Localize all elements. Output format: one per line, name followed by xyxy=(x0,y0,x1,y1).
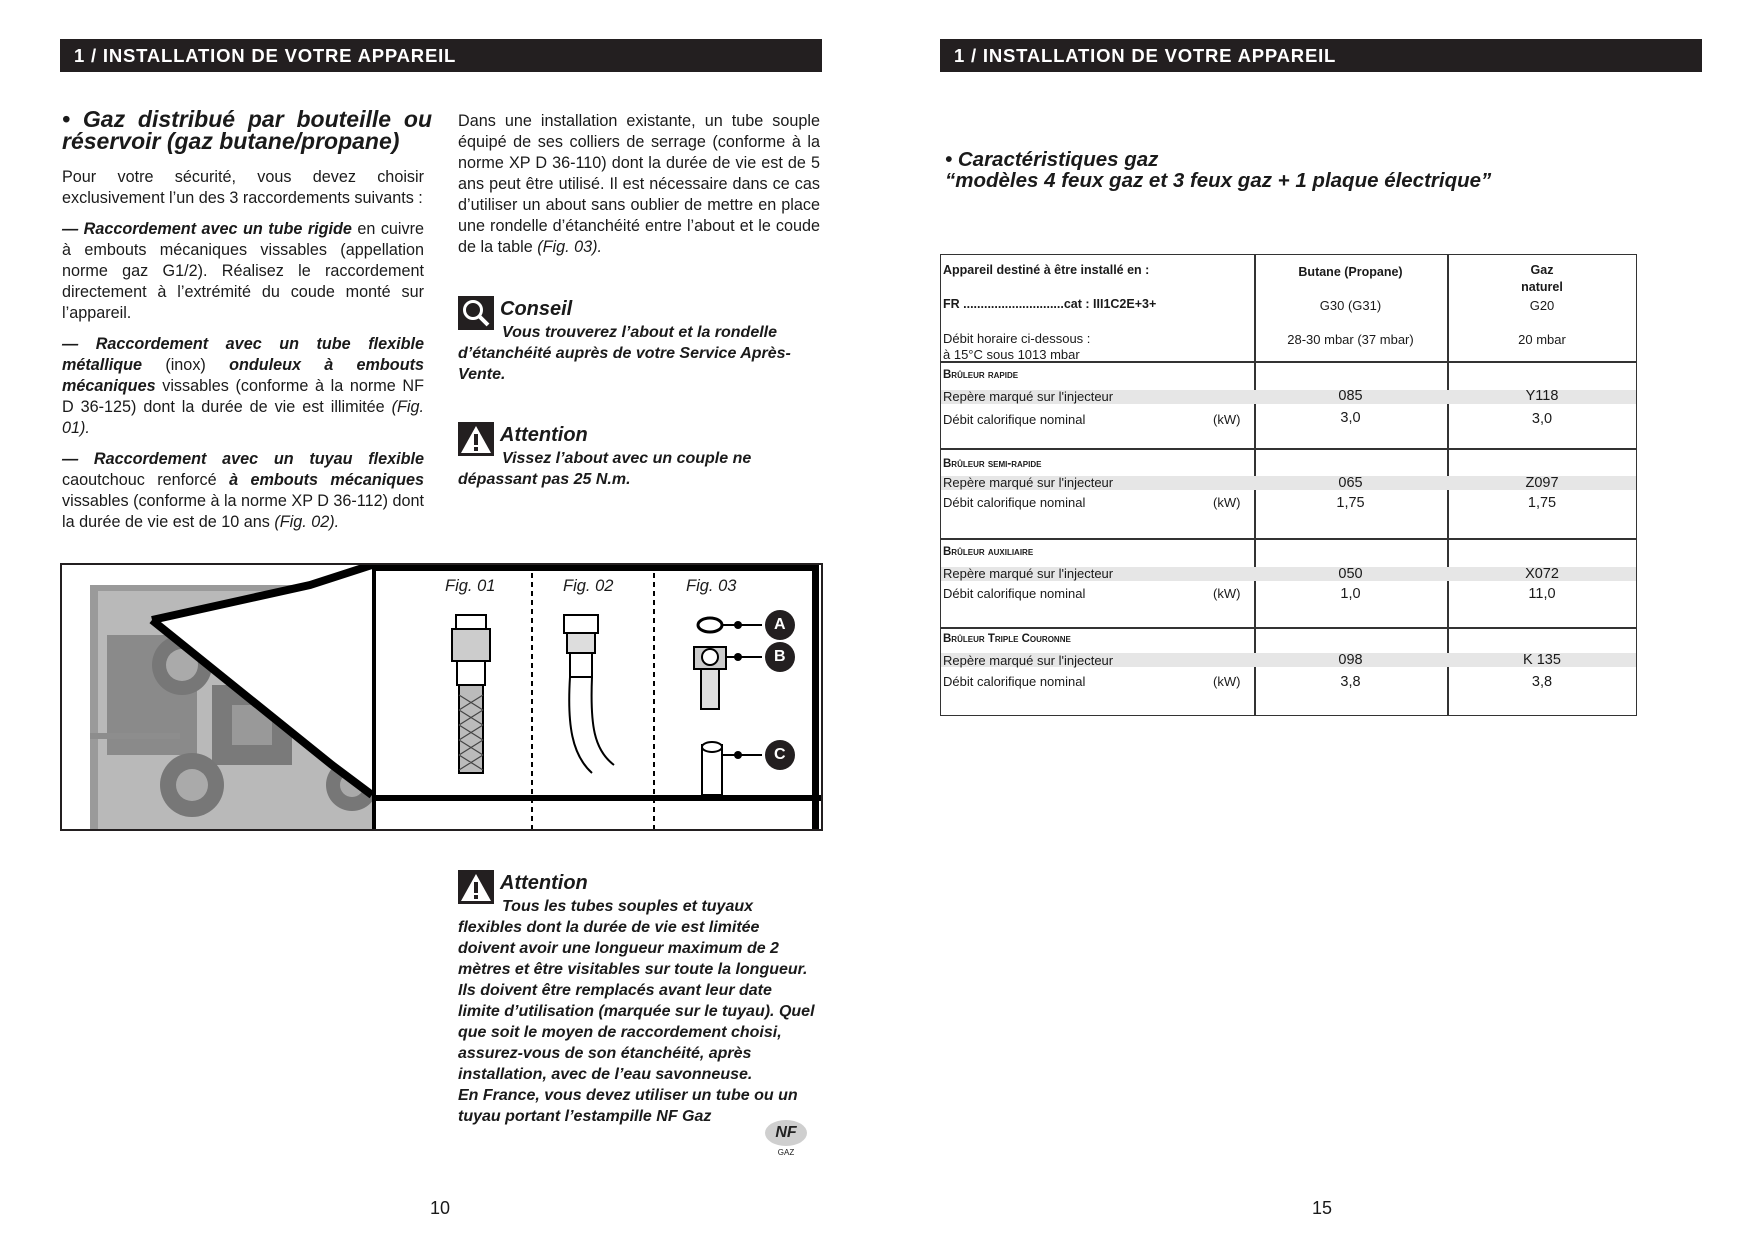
pow-gaz: 1,75 xyxy=(1527,495,1557,511)
callout-a: A xyxy=(774,616,786,633)
attention-title-2: Attention xyxy=(500,871,588,894)
attention2-rest: flexibles dont la durée de vie est limitée doivent avoir une longueur maximum de 2 mètres et être visitables sur toute la longueur. Ils doivent être remplacés avant leur date limite d’utilisation (marquée sur le tuyau). Quel que soit le moyen de raccordement choisi, assurez-vous de son étanchéité, après installation, avec de l’eau savonneuse. xyxy=(458,919,815,1083)
debit-cal-label: Débit calorifique nominal xyxy=(943,412,1086,427)
categorie-label: FR .............................cat : III1C2E+3+ xyxy=(943,297,1157,311)
debit-cal-label: Débit calorifique nominal xyxy=(943,674,1086,689)
attention2-line1: Tous les tubes souples et tuyaux xyxy=(502,898,754,915)
inj-butane: 050 xyxy=(1338,566,1363,582)
attention1-line1: Vissez l’about avec un couple ne xyxy=(502,450,752,467)
burner-name: Brûleur auxiliaire xyxy=(943,546,1034,558)
debit-cal-label: Débit calorifique nominal xyxy=(943,495,1086,510)
item-tube-rigide: — Raccordement avec un tube rigide en cuivre à embouts mécaniques vissables (appellation norme gaz G1/2). Réalisez le raccordement directement à l’extrémité du coude monté sur l’appareil. xyxy=(62,220,425,322)
fig-03-label: Fig. 03 xyxy=(686,577,737,595)
appareil-label: Appareil destiné à être installé en : xyxy=(943,263,1150,277)
pow-gaz: 3,0 xyxy=(1531,411,1553,427)
nf-logo-sub: GAZ xyxy=(777,1148,795,1157)
col-butane-header: Butane (Propane) xyxy=(1298,265,1403,279)
repere-label: Repère marqué sur l'injecteur xyxy=(943,653,1114,668)
left-column xyxy=(62,167,424,543)
inj-gaz: K 135 xyxy=(1523,652,1561,668)
heading-gaz-bouteille: • Gaz distribué par bouteille ou réservoir (gaz butane/propane) xyxy=(62,106,432,154)
unit-kw: (kW) xyxy=(1213,495,1241,510)
warning-icon xyxy=(458,870,494,904)
inj-gaz: Z097 xyxy=(1525,475,1559,491)
burner-name: Brûleur semi-rapide xyxy=(943,458,1042,470)
debit-horaire-cond: à 15°C sous 1013 mbar xyxy=(943,347,1080,362)
attention-title-1: Attention xyxy=(500,423,588,446)
intro-paragraph: Pour votre sécurité, vous devez choisir exclusivement l’un des 3 raccordements suivants : xyxy=(62,168,424,207)
inj-gaz: X072 xyxy=(1525,566,1559,582)
attention1-rest: dépassant pas 25 N.m. xyxy=(458,471,631,488)
col-gaz-header: Gaz xyxy=(1530,263,1554,277)
nf-logo-mark: NF xyxy=(765,1120,807,1146)
conseil-note xyxy=(458,296,828,385)
unit-kw: (kW) xyxy=(1213,674,1241,689)
modeles-subtitle: “modèles 4 feux gaz et 3 feux gaz + 1 plaque électrique” xyxy=(945,169,1492,192)
inj-butane: 085 xyxy=(1338,388,1363,404)
debit-cal-label: Débit calorifique nominal xyxy=(943,586,1086,601)
pow-butane: 1,0 xyxy=(1340,586,1361,602)
section-header-right: 1 / INSTALLATION DE VOTRE APPAREIL xyxy=(940,39,1702,72)
pow-gaz: 11,0 xyxy=(1528,586,1556,602)
inj-butane: 065 xyxy=(1338,475,1363,491)
callout-c: C xyxy=(774,746,786,763)
pow-gaz: 3,8 xyxy=(1531,674,1553,690)
g-butane: G30 (G31) xyxy=(1319,298,1382,313)
unit-kw: (kW) xyxy=(1213,412,1241,427)
installation-existante-paragraph: Dans une installation existante, un tube souple équipé de ses colliers de serrage (conforme à la norme XP D 36-110) dont la durée de vie est de 5 ans peut être utilisé. Il est nécessaire dans ce cas d’utiliser un about sans oublier de mettre en place une rondelle d’étanchéité entre l’about et le coude de la table (Fig. 03). xyxy=(458,112,820,256)
conseil-title: Conseil xyxy=(500,297,573,320)
section-header-left: 1 / INSTALLATION DE VOTRE APPAREIL xyxy=(60,39,822,72)
pow-butane: 1,75 xyxy=(1336,495,1365,511)
repere-label: Repère marqué sur l'injecteur xyxy=(943,566,1114,581)
g-gaz: G20 xyxy=(1529,298,1555,313)
pow-butane: 3,0 xyxy=(1340,410,1361,426)
installation-figure xyxy=(60,563,823,831)
warning-icon xyxy=(458,422,494,456)
attention2-france: En France, vous devez utiliser un tube ou un tuyau portant l’estampille NF Gaz xyxy=(458,1087,798,1125)
magnifier-icon xyxy=(458,296,494,330)
page-number-right: 15 xyxy=(1312,1198,1333,1218)
inj-butane: 098 xyxy=(1338,652,1363,668)
callout-b: B xyxy=(774,648,786,665)
repere-label: Repère marqué sur l'injecteur xyxy=(943,389,1114,404)
conseil-rest: d’étanchéité auprès de votre Service Après-Vente. xyxy=(458,345,791,383)
attention-couple-note xyxy=(458,422,828,490)
unit-kw: (kW) xyxy=(1213,586,1241,601)
attention-tubes-note xyxy=(458,870,828,1127)
caracteristiques-heading xyxy=(945,149,1491,191)
debit-horaire-label: Débit horaire ci-dessous : xyxy=(943,331,1091,346)
inj-gaz: Y118 xyxy=(1525,388,1559,404)
cooktop-illustration xyxy=(62,565,823,831)
pression-butane: 28-30 mbar (37 mbar) xyxy=(1287,332,1414,347)
burner-name: Brûleur rapide xyxy=(943,369,1019,381)
pow-butane: 3,8 xyxy=(1340,674,1361,690)
nf-gaz-logo xyxy=(765,1120,807,1158)
repere-label: Repère marqué sur l'injecteur xyxy=(943,475,1114,490)
page-number-left: 10 xyxy=(430,1198,451,1218)
gas-specs-table xyxy=(940,254,1637,716)
item-tube-flexible: — Raccordement avec un tube flexible métallique (inox) onduleux à embouts mécaniques vissables (conforme à la norme NF D 36-125) dont la durée de vie est illimitée (Fig. 01). xyxy=(62,335,424,437)
burner-name: Brûleur Triple Couronne xyxy=(943,633,1071,645)
fig-02-label: Fig. 02 xyxy=(563,577,614,595)
item-tuyau-flexible: — Raccordement avec un tuyau flexible caoutchouc renforcé à embouts mécaniques vissables (conforme à la norme XP D 36-112) dont la durée de vie est de 10 ans (Fig. 02). xyxy=(62,450,424,531)
fig-01-label: Fig. 01 xyxy=(445,577,496,595)
conseil-line1: Vous trouverez l’about et la rondelle xyxy=(502,324,778,341)
col-gaz-header-2: naturel xyxy=(1521,280,1563,294)
caracteristiques-title: • Caractéristiques gaz xyxy=(945,148,1159,171)
pression-gaz: 20 mbar xyxy=(1518,332,1566,347)
